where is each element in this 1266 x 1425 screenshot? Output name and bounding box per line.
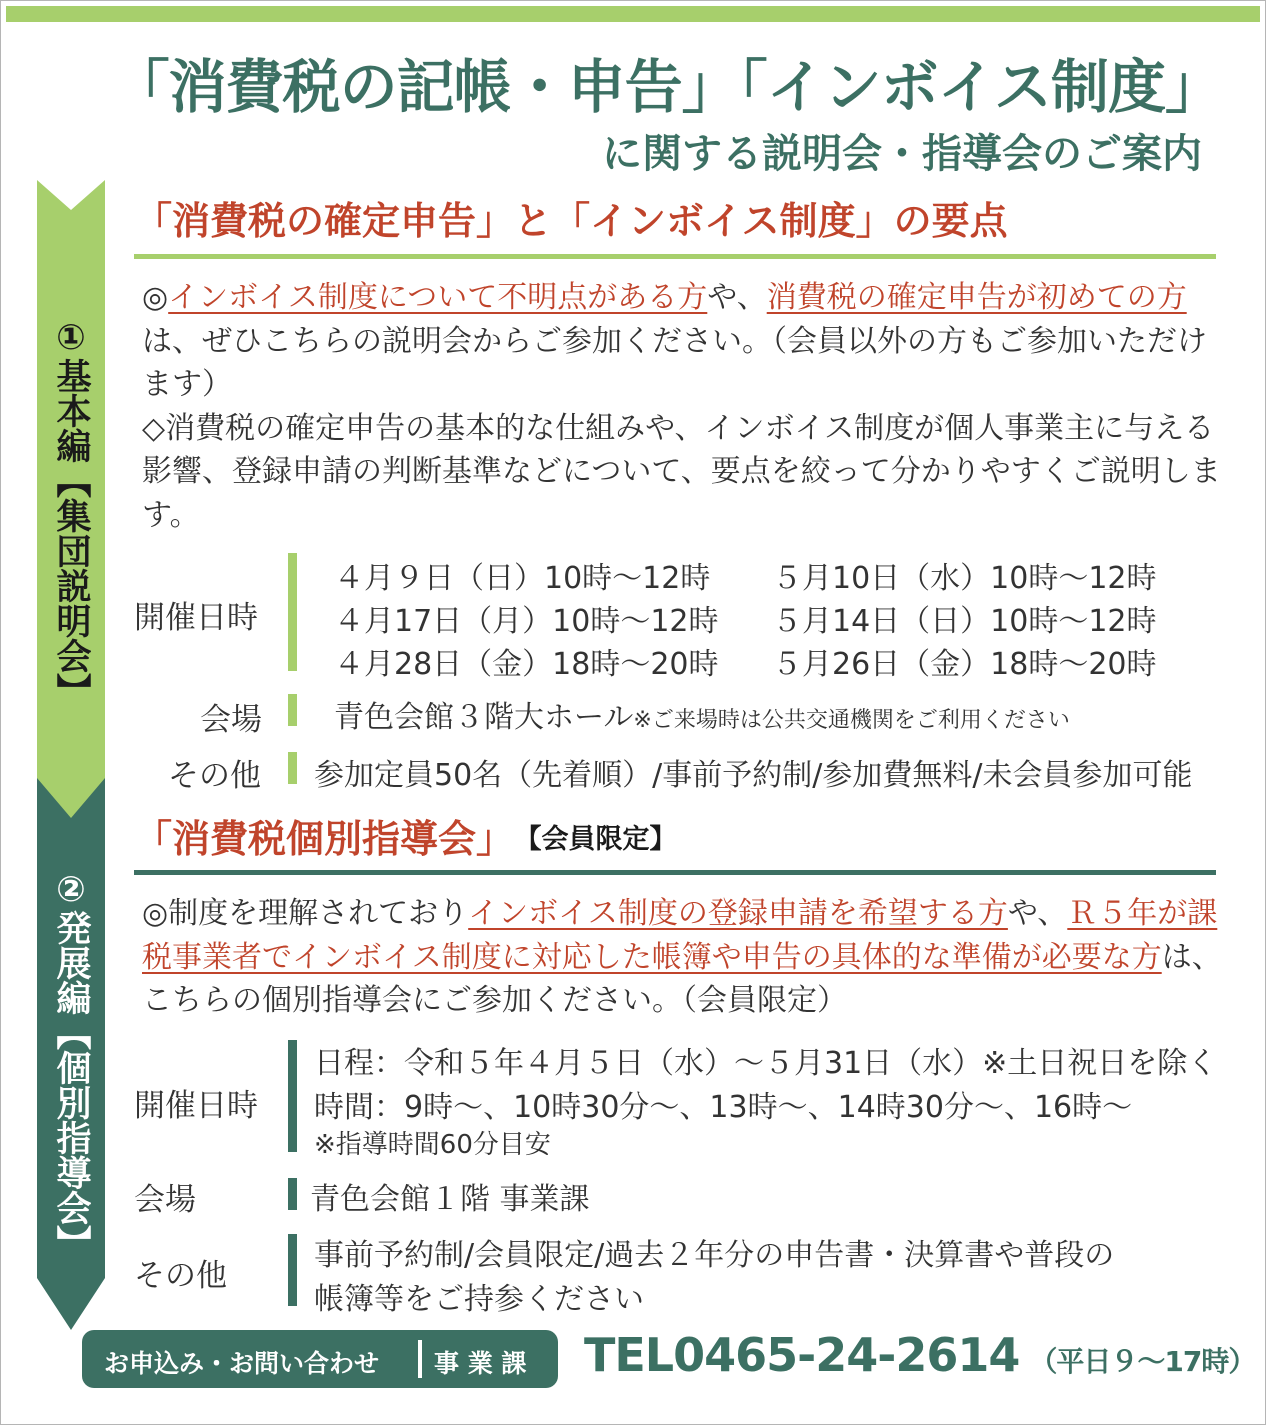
date-item: ５月10日（水）10時～12時 — [772, 561, 1157, 596]
section2-venue-bar — [288, 1178, 297, 1210]
department-label: 事 業 課 — [434, 1349, 527, 1378]
section1-venue-bar — [288, 694, 297, 726]
venue-name: 青色会館３階大ホール — [334, 700, 634, 735]
section2-schedule: 日程：令和５年４月５日（水）～５月31日（水）※土日祝日を除く — [314, 1046, 1218, 1081]
contact-badge — [82, 1330, 558, 1388]
section2-date-label: 開催日時 — [134, 1088, 258, 1124]
date-item: ４月28日（金）18時～20時 — [334, 647, 719, 682]
section2-intro — [142, 892, 1222, 1023]
section2-times: 時間：9時～、10時30分～、13時～、14時30分～、16時～ — [314, 1090, 1133, 1125]
section1-side-label: ①基本編【集団説明会】 — [51, 318, 91, 708]
intro-mark: ◎ — [142, 280, 169, 315]
section1-other-label: その他 — [168, 758, 261, 794]
section2-title-text: 「消費税個別指導会」 — [134, 817, 515, 861]
section2-other-line2: 帳簿等をご持参ください — [314, 1282, 644, 1317]
section1-date-bar — [288, 553, 297, 671]
date-item: ４月17日（月）10時～12時 — [334, 604, 719, 639]
intro-rest: は、ぜひこちらの説明会からご参加ください。（会員以外の方もご参加いただけます） — [142, 323, 1207, 402]
date-item: ４月９日（日）10時～12時 — [334, 561, 711, 596]
contact-label: お申込み・お問い合わせ — [104, 1349, 380, 1378]
intro-prefix: ◎制度を理解されており — [142, 896, 469, 931]
section1-other-bar — [288, 752, 297, 784]
section1-intro-text — [142, 276, 1222, 407]
section1-date-label: 開催日時 — [134, 600, 258, 636]
highlight-invoice-unclear: インボイス制度について不明点がある方 — [168, 280, 708, 315]
date-item: ５月14日（日）10時～12時 — [772, 604, 1157, 639]
section1-venue-label: 会場 — [200, 702, 262, 738]
main-subtitle: に関する説明会・指導会のご案内 — [602, 131, 1202, 177]
section1-other: 参加定員50名（先着順）/事前予約制/参加費無料/未会員参加可能 — [314, 758, 1193, 793]
phone-number: TEL0465-24-2614 — [584, 1328, 1020, 1382]
business-hours: （平日９～17時） — [1029, 1345, 1256, 1378]
section2-side-label: ②発展編【個別指導会】 — [51, 870, 91, 1260]
intro-mid: や、 — [1007, 896, 1068, 931]
top-accent-bar — [6, 6, 1260, 22]
highlight-taxable-business: Ｒ５年が課税事業者でインボイス制度に対応した帳簿や申告の具体的な準備が必要な方 — [142, 896, 1218, 975]
section2-other-bar — [288, 1234, 297, 1306]
section1-venue — [334, 692, 1070, 736]
section1-title: 「消費税の確定申告」と「インボイス制度」の要点 — [134, 199, 1008, 243]
section2-date-bar — [288, 1040, 297, 1152]
intro-mid: や、 — [707, 280, 767, 315]
section1-divider — [134, 254, 1216, 259]
section2-other-label: その他 — [134, 1258, 227, 1294]
section2-venue: 青色会館１階 事業課 — [310, 1182, 590, 1217]
highlight-registration: インボイス制度の登録申請を希望する方 — [468, 896, 1008, 931]
highlight-first-filing: 消費税の確定申告が初めての方 — [766, 280, 1187, 315]
intro-rest: は、こちらの個別指導会にご参加ください。（会員限定） — [142, 939, 1222, 1018]
section2-title — [134, 808, 677, 863]
phone-contact — [584, 1328, 1255, 1382]
section2-duration-note: ※指導時間60分目安 — [314, 1130, 551, 1160]
contact-separator — [418, 1340, 422, 1378]
section1-description: ◇消費税の確定申告の基本的な仕組みや、インボイス制度が個人事業主に与える影響、登録申請の判断基準などについて、要点を絞って分かりやすくご説明します。 — [142, 410, 1221, 533]
section2-venue-label: 会場 — [134, 1182, 196, 1218]
main-title: 「消費税の記帳・申告」「インボイス制度」 — [111, 53, 1222, 121]
section1-intro — [142, 276, 1222, 537]
venue-note: ※ご来場時は公共交通機関をご利用ください — [633, 708, 1070, 733]
members-only-tag: 【会員限定】 — [528, 824, 677, 855]
section2-divider — [134, 870, 1216, 875]
date-item: ５月26日（金）18時～20時 — [772, 647, 1157, 682]
section2-other-line1: 事前予約制/会員限定/過去２年分の申告書・決算書や普段の — [314, 1238, 1115, 1273]
